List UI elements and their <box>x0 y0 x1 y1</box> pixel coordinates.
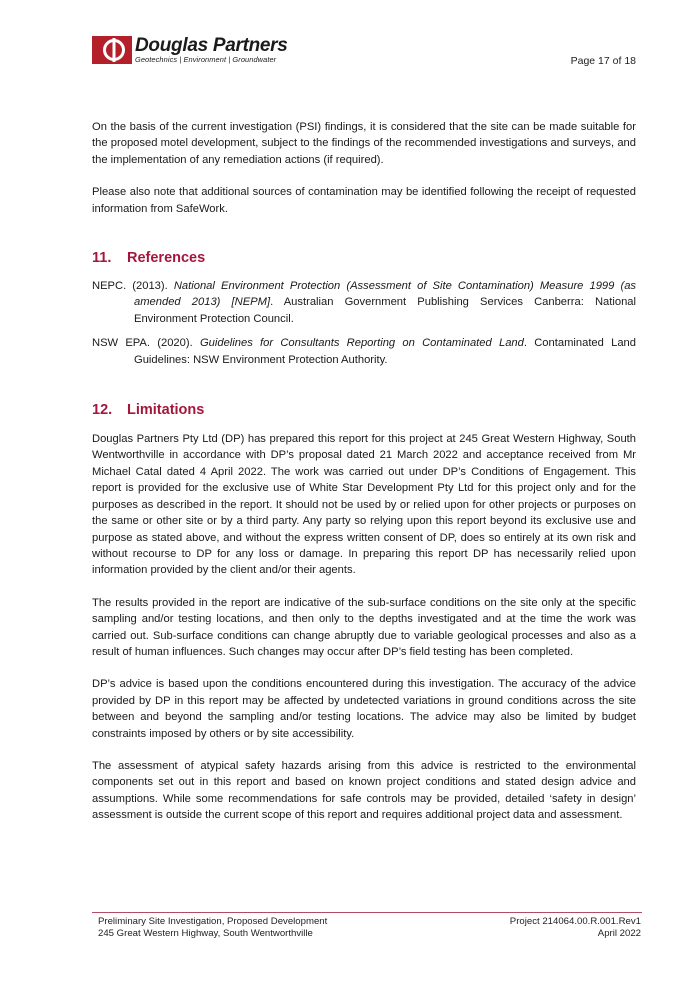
section-title: Limitations <box>127 402 205 419</box>
reference-title: National Environment Protection (Assessment of Site Contamination) Measure 1999 (as amended 2013) [NEPM] <box>134 280 637 309</box>
logo-tagline: Geotechnics | Environment | Groundwater <box>135 55 277 64</box>
reference-item: NSW EPA. (2020). Guidelines for Consultants Reporting on Contaminated Land. Contaminated Land Guidelines: NSW Environment Protection Authority. <box>92 337 637 366</box>
footer-address: 245 Great Western Highway, South Wentworthville <box>98 928 313 939</box>
section-title: References <box>127 250 206 267</box>
douglas-partners-logo-icon <box>92 36 132 64</box>
limitations-paragraph-4: The assessment of atypical safety hazards arising from this advice is restricted to the environmental components set out in this report and based on known project conditions and stated design advice and assumptions. While some recommendations for safe controls may be provided, detailed ‘safety in design’ assessment is outside the current scope of this report and requires additional project data and assessment. <box>92 759 636 822</box>
limitations-paragraph-3: DP’s advice is based upon the conditions encountered during this investigation. The accuracy of the advice provided by DP in this report may be affected by undetected variations in ground conditions across the site between and beyond the sampling and/or testing locations. The advice may also be limited by budget constraints imposed by others or by site accessibility. <box>92 678 636 740</box>
limitations-paragraph-1: Douglas Partners Pty Ltd (DP) has prepared this report for this project at 245 Great Western Highway, South Wentworthville in accordance with DP’s proposal dated 21 March 2022 and acceptance received from Mr Michael Catal dated 4 April 2022. The work was carried out under DP’s Conditions of Engagement. This report is provided for the exclusive use of White Star Development Pty Ltd for this project only and for the purposes as described in the report. It should not be used by or relied upon for other projects or purposes on the same or other site or by a third party. Any party so relying upon this report beyond its exclusive use and purpose as stated above, and without the express written consent of DP, does so entirely at its own risk and without recourse to DP for any loss or damage. In preparing this report DP has necessarily relied upon information provided by the client and/or their agents. <box>92 433 636 577</box>
reference-title: Guidelines for Consultants Reporting on Contaminated Land <box>199 337 524 350</box>
logo-name: Douglas Partners <box>135 35 288 56</box>
footer-project-number: Project 214064.00.R.001.Rev1 <box>509 916 641 927</box>
limitations-paragraph-2: The results provided in the report are indicative of the sub-surface conditions on the site only at the specific sampling and/or testing locations, and then only to the depths investigated and at the time the work was carried out. Sub-surface conditions can change abruptly due to variable geological processes and also as a result of human influences. Such changes may occur after DP’s field testing has been completed. <box>92 596 636 658</box>
page-number: Page 17 of 18 <box>570 55 636 67</box>
footer-divider <box>92 912 642 913</box>
footer-project-info <box>510 916 641 940</box>
section-heading-references <box>92 250 636 266</box>
section-heading-limitations <box>92 402 636 418</box>
footer-title: Preliminary Site Investigation, Proposed Development <box>98 916 328 927</box>
intro-paragraph-2: Please also note that additional sources of contamination may be identified following the receipt of requested information from SafeWork. <box>92 186 636 215</box>
intro-paragraph-1: On the basis of the current investigation (PSI) findings, it is considered that the site can be made suitable for the proposed motel development, subject to the findings of the recommended investigations and surveys, and the implementation of any remediation actions (if required). <box>92 121 636 166</box>
document-body <box>92 119 636 824</box>
section-number: 11. <box>92 250 112 267</box>
reference-item: NEPC. (2013). National Environment Protection (Assessment of Site Contamination) Measure 1999 (as amended 2013) [NEPM]. Australian Government Publishing Services Canberra: National Environment Protection Council. <box>92 280 637 325</box>
footer-document-info <box>98 916 327 940</box>
section-number: 12. <box>92 402 113 419</box>
company-logo <box>92 36 288 66</box>
footer-date: April 2022 <box>597 928 641 939</box>
